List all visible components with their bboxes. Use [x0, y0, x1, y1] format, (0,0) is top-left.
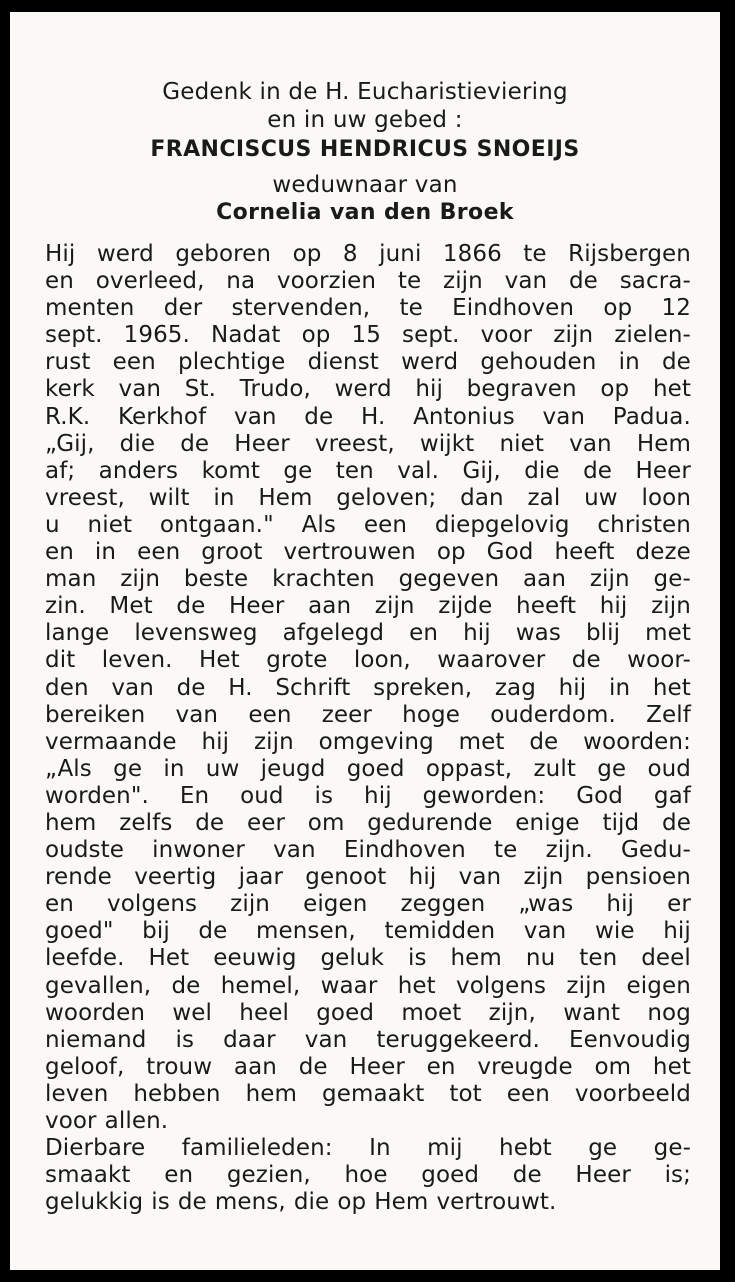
text-line: Hij werd geboren op 8 juni 1866 te Rijsbergen	[45, 241, 691, 267]
text-line: leefde. Het eeuwig geluk is hem nu ten deel	[45, 945, 691, 972]
text-line: en overleed, na voorzien te zijn van de sacra-	[45, 268, 691, 295]
text-line: oudste inwoner van Eindhoven te zijn. Gedu-	[45, 837, 691, 864]
card-header	[10, 78, 720, 227]
text-line: „Gij, die de Heer vreest, wijkt niet van Hem	[45, 430, 691, 457]
deceased-name: FRANCISCUS HENDRICUS SNOEIJS	[150, 137, 580, 162]
text-line: dit leven. Het grote loon, waarover de woor-	[45, 647, 691, 674]
text-line: af; anders komt ge ten val. Gij, die de Heer	[45, 457, 691, 484]
text-line: zin. Met de Heer aan zijn zijde heeft hij zijn	[45, 593, 691, 620]
prayer-line: en in uw gebed :	[267, 107, 463, 133]
text-line: rende veertig jaar genoot hij van zijn pensioen	[45, 864, 691, 891]
relation-line: weduwnaar van	[272, 172, 458, 198]
text-line: R.K. Kerkhof van de H. Antonius van Padua.	[45, 403, 691, 430]
text-line: menten der stervenden, te Eindhoven op 12	[45, 295, 691, 322]
text-line: rust een plechtige dienst werd gehouden in de	[45, 349, 691, 376]
text-line: goed" bij de mensen, temidden van wie hij	[45, 918, 691, 945]
text-line: vreest, wilt in Hem geloven; dan zal uw loon	[45, 484, 691, 511]
text-line: leven hebben hem gemaakt tot een voorbeeld	[45, 1080, 691, 1107]
text-line: Dierbare familieleden: In mij hebt ge ge-	[45, 1135, 691, 1162]
text-line: kerk van St. Trudo, werd hij begraven op het	[45, 376, 691, 403]
memorial-text	[45, 241, 691, 1216]
text-line: gevallen, de hemel, waar het volgens zijn eigen	[45, 972, 691, 999]
text-line: lange levensweg afgelegd en hij was blij met	[45, 620, 691, 647]
text-line: u niet ontgaan." Als een diepgelovig christen	[45, 511, 691, 538]
text-line: man zijn beste krachten gegeven aan zijn ge-	[45, 566, 691, 593]
text-line: hem zelfs de eer om gedurende enige tijd de	[45, 809, 691, 836]
text-line: voor allen.	[45, 1108, 169, 1134]
spouse-name: Cornelia van den Broek	[216, 200, 514, 225]
text-line: gelukkig is de mens, die op Hem vertrouwt.	[45, 1189, 557, 1216]
text-line: den van de H. Schrift spreken, zag hij in het	[45, 674, 691, 701]
text-line: worden". En oud is hij geworden: God gaf	[45, 782, 691, 809]
text-line: woorden wel heel goed moet zijn, want nog	[45, 999, 691, 1026]
text-line: sept. 1965. Nadat op 15 sept. voor zijn zielen-	[45, 322, 691, 349]
text-line: geloof, trouw aan de Heer en vreugde om het	[45, 1053, 691, 1080]
text-line: smaakt en gezien, hoe goed de Heer is;	[45, 1162, 691, 1189]
memorial-card	[10, 12, 720, 1270]
text-line: bereiken van een zeer hoge ouderdom. Zelf	[45, 701, 691, 728]
text-line: niemand is daar van teruggekeerd. Eenvoudig	[45, 1026, 691, 1053]
text-line: en volgens zijn eigen zeggen „was hij er	[45, 891, 691, 918]
text-line: „Als ge in uw jeugd goed oppast, zult ge oud	[45, 755, 691, 782]
text-line: en in een groot vertrouwen op God heeft deze	[45, 539, 691, 566]
text-line: vermaande hij zijn omgeving met de woorden:	[45, 728, 691, 755]
remembrance-line: Gedenk in de H. Eucharistieviering	[162, 79, 568, 105]
